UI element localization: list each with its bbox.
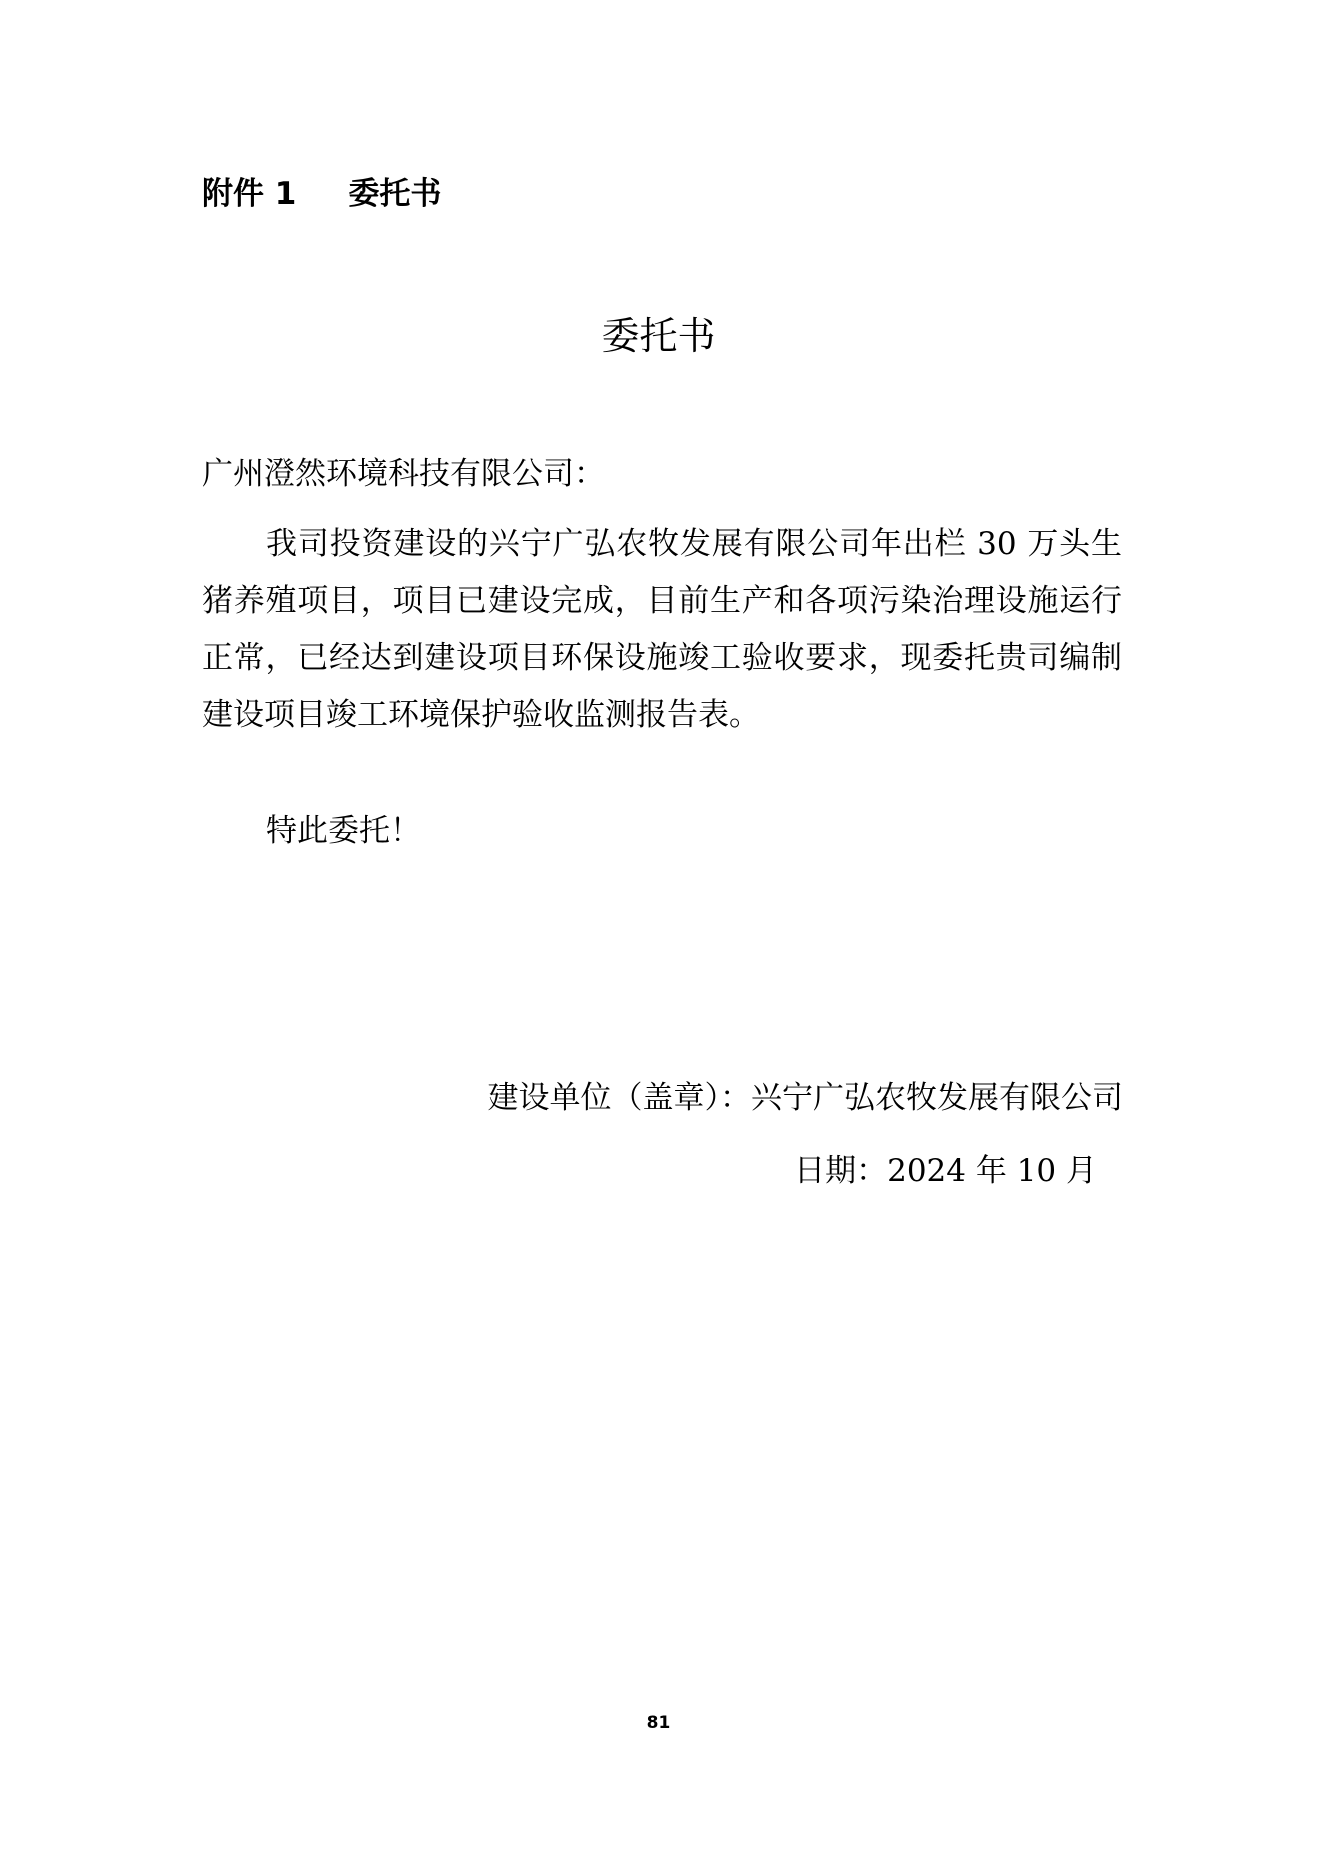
salutation: 广州澄然环境科技有限公司： (202, 456, 605, 492)
document-title: 委托书 (601, 314, 716, 358)
signature-line: 建设单位（盖章）：兴宁广弘农牧发展有限公司 (487, 1080, 1123, 1116)
closing-line: 特此委托！ (266, 813, 421, 849)
attachment-label: 附件 1 (202, 176, 297, 212)
attachment-heading (202, 172, 441, 216)
attachment-title: 委托书 (348, 176, 442, 212)
page-number: 81 (646, 1713, 671, 1733)
body-paragraph: 我司投资建设的兴宁广弘农牧发展有限公司年出栏 30 万头生猪养殖项目，项目已建设完成，目前生产和各项污染治理设施运行正常，已经达到建设项目环保设施竣工验收要求，现委托贵司编制建设项目竣工环境保护验收监测报告表。 (202, 526, 1122, 733)
date-line: 日期：2024 年 10 月 (794, 1153, 1097, 1189)
